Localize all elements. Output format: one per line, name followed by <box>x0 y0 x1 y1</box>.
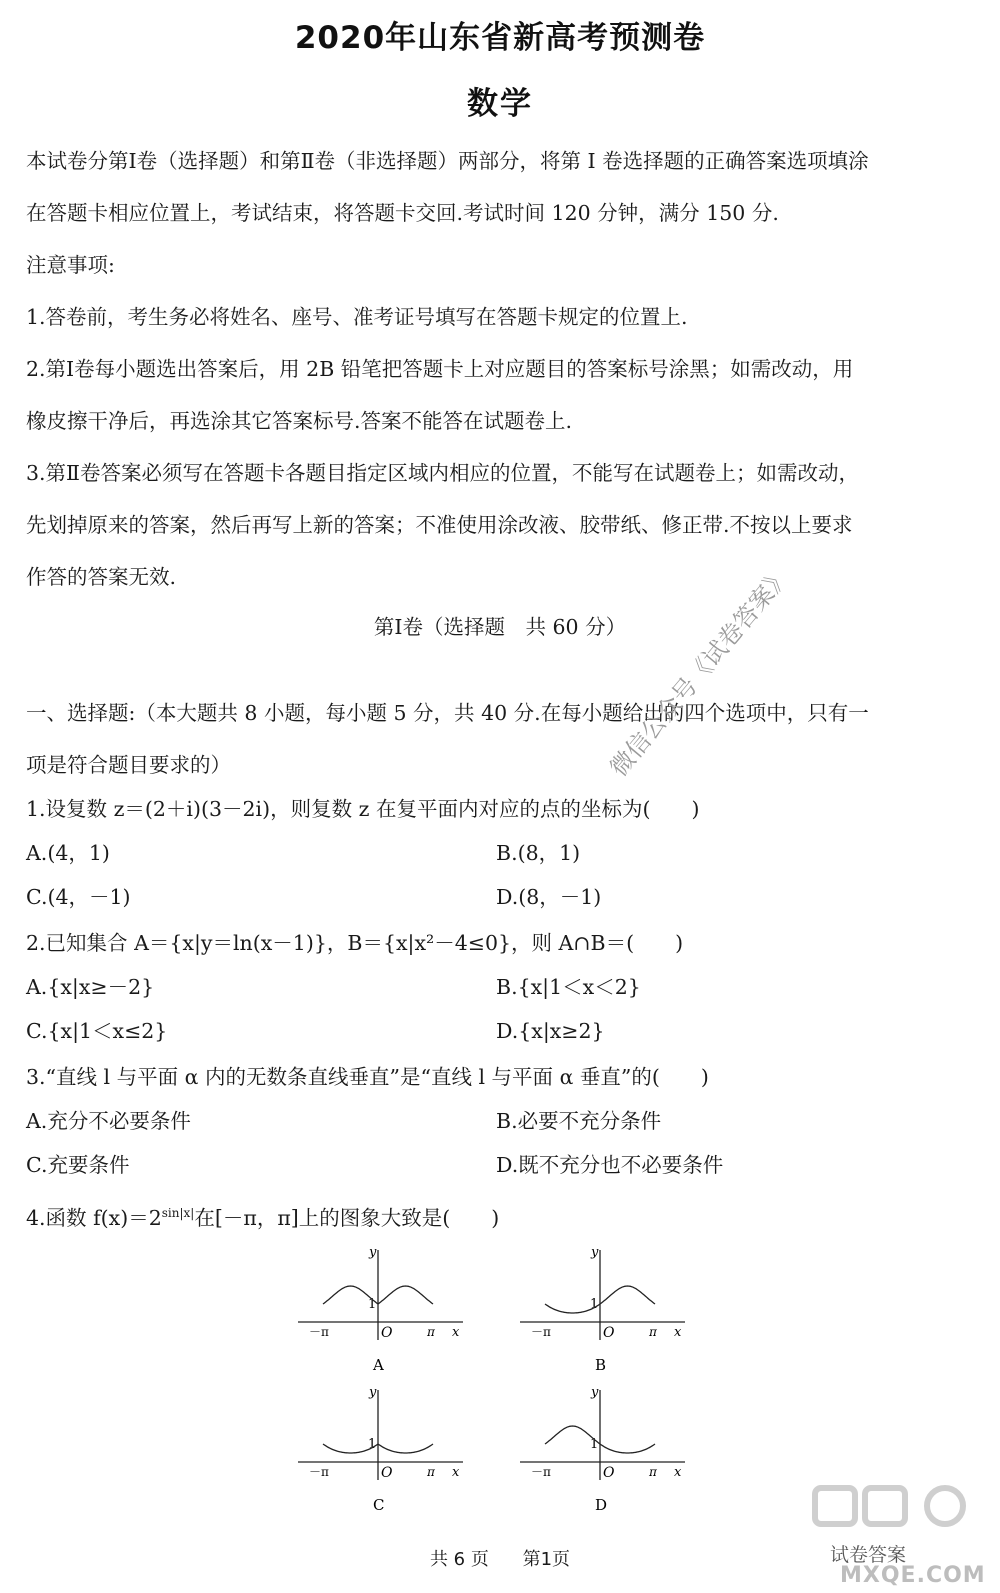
panel-d-neg-pi-label: －π <box>531 1465 551 1479</box>
q1-option-d: D.(8，－1) <box>496 885 602 909</box>
panel-b-origin-label: O <box>603 1325 615 1341</box>
q2-option-b: B.{x|1＜x＜2} <box>496 975 641 999</box>
panel-d-origin-label: O <box>603 1465 615 1481</box>
exam-title: 2020年山东省新高考预测卷 <box>294 20 706 56</box>
footer-total-pages: 共 6 页 <box>429 1549 489 1570</box>
note-line-1: 1.答卷前，考生务必将姓名、座号、准考证号填写在答题卡规定的位置上. <box>26 305 688 329</box>
panel-c-y-label: y <box>369 1385 377 1400</box>
q2-option-a: A.{x|x≥－2} <box>26 975 155 999</box>
q1-option-c: C.(4，－1) <box>26 885 131 909</box>
note-line-2: 2.第Ⅰ卷每小题选出答案后，用 2B 铅笔把答题卡上对应题目的答案标号涂黑；如需改动，用 <box>26 357 854 381</box>
panel-b-x-label: x <box>674 1325 682 1340</box>
q4-stem-pre: 4.函数 f(x)＝2 <box>26 1205 162 1230</box>
panel-d-y-label: y <box>591 1385 599 1400</box>
note-line-6: 作答的答案无效. <box>26 565 177 589</box>
intro-line-2: 在答题卡相应位置上，考试结束，将答题卡交回.考试时间 120 分钟，满分 150 分. <box>26 201 779 225</box>
q3-option-d: D.既不充分也不必要条件 <box>496 1153 724 1177</box>
note-line-5: 先划掉原来的答案，然后再写上新的答案；不准使用涂改液、胶带纸、修正带.不按以上要求 <box>26 513 853 537</box>
note-line-4: 3.第Ⅱ卷答案必须写在答题卡各题目指定区域内相应的位置，不能写在试题卷上；如需改动， <box>26 461 859 485</box>
panel-a-one-label: 1 <box>368 1297 377 1312</box>
panel-c-x-label: x <box>452 1465 460 1480</box>
q2-option-d: D.{x|x≥2} <box>496 1019 605 1043</box>
panel-b-pi-label: π <box>649 1325 657 1339</box>
panel-a-pi-label: π <box>427 1325 435 1339</box>
panel-c-neg-pi-label: －π <box>309 1465 329 1479</box>
q4-stem-exponent: sin|x| <box>161 1206 195 1220</box>
question-4-stem <box>26 1200 970 1231</box>
watermark: 微信公众号《试卷答案》 <box>604 561 796 782</box>
panel-a-y-label: y <box>369 1245 377 1260</box>
notes-heading: 注意事项: <box>26 253 115 277</box>
q2-option-c: C.{x|1＜x≤2} <box>26 1019 168 1043</box>
q3-option-a: A.充分不必要条件 <box>26 1109 191 1133</box>
question-3-stem: 3.“直线 l 与平面 α 内的无数条直线垂直”是“直线 l 与平面 α 垂直”的( ) <box>26 1065 709 1089</box>
logo-text: 试卷答案 <box>830 1544 907 1566</box>
part-line-1: 一、选择题:（本大题共 8 小题，每小题 5 分，共 40 分.在每小题给出的四个选项中，只有一 <box>26 701 869 725</box>
panel-d-pi-label: π <box>649 1465 657 1479</box>
question-2-stem: 2.已知集合 A＝{x|y＝ln(x－1)}，B＝{x|x²－4≤0}，则 A∩B＝( ) <box>26 931 684 955</box>
panel-b-caption: B <box>595 1356 607 1374</box>
note-line-3: 橡皮擦干净后，再选涂其它答案标号.答案不能答在试题卷上. <box>26 409 573 433</box>
q1-option-a: A.(4，1) <box>26 841 110 865</box>
panel-b-neg-pi-label: －π <box>531 1325 551 1339</box>
panel-c-pi-label: π <box>427 1465 435 1479</box>
panel-d-x-label: x <box>674 1465 682 1480</box>
logo-url: MXQE.COM <box>840 1563 986 1588</box>
subject-title: 数学 <box>467 86 533 122</box>
q4-stem-post: 在[－π，π]上的图象大致是( ) <box>194 1205 500 1230</box>
part-line-2: 项是符合题目要求的） <box>26 753 231 777</box>
panel-a-x-label: x <box>452 1325 460 1340</box>
question-1-stem: 1.设复数 z＝(2＋i)(3－2i)，则复数 z 在复平面内对应的点的坐标为( ) <box>26 797 700 821</box>
section-heading: 第Ⅰ卷（选择题 共 60 分） <box>373 615 627 639</box>
panel-a-origin-label: O <box>381 1325 393 1341</box>
footer-page-number: 第1页 <box>522 1549 571 1570</box>
panel-d-one-label: 1 <box>590 1437 599 1452</box>
panel-c-origin-label: O <box>381 1465 393 1481</box>
panel-b-y-label: y <box>591 1245 599 1260</box>
panel-c-one-label: 1 <box>368 1437 377 1452</box>
panel-a-caption: A <box>373 1356 384 1374</box>
q1-option-b: B.(8，1) <box>496 841 581 865</box>
q3-option-c: C.充要条件 <box>26 1153 130 1177</box>
q3-option-b: B.必要不充分条件 <box>496 1109 662 1133</box>
panel-d-caption: D <box>595 1496 608 1514</box>
intro-line-1: 本试卷分第Ⅰ卷（选择题）和第Ⅱ卷（非选择题）两部分，将第 I 卷选择题的正确答案选项填涂 <box>26 149 869 173</box>
panel-c-caption: C <box>373 1496 385 1514</box>
panel-a-neg-pi-label: －π <box>309 1325 329 1339</box>
panel-b-one-label: 1 <box>590 1297 599 1312</box>
